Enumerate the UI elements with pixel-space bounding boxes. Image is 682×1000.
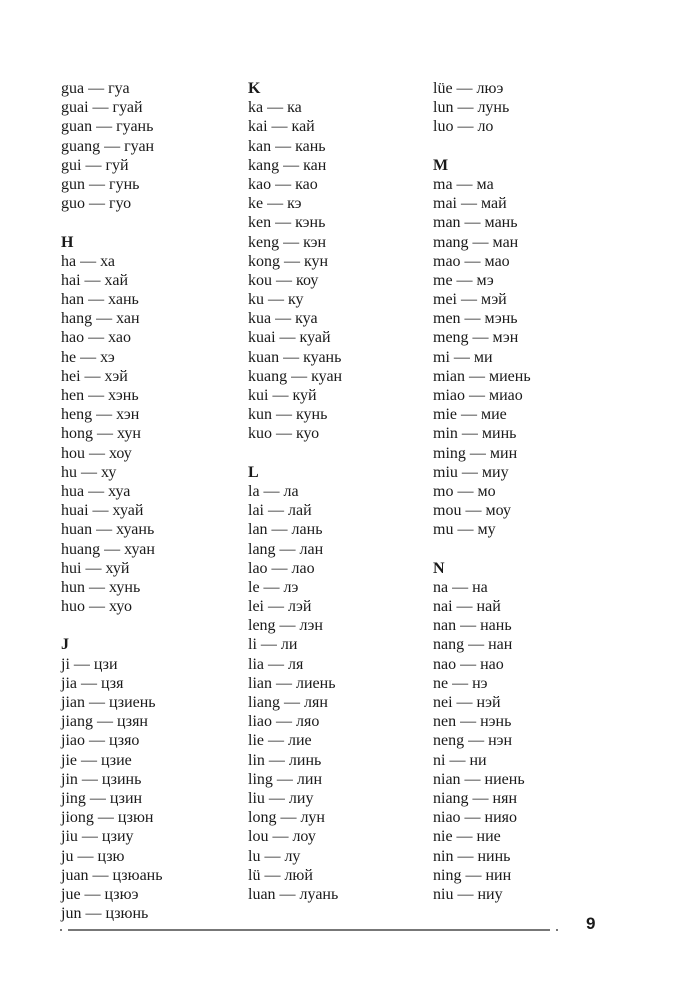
syllable-entry: luan — луань <box>248 885 339 903</box>
syllable-entry: mie — мие <box>433 406 507 424</box>
syllable-entry: jiu — цзиу <box>61 828 134 846</box>
syllable-entry: guan — гуань <box>61 118 154 136</box>
syllable-entry: kong — кун <box>248 252 329 270</box>
syllable-entry: keng — кэн <box>248 233 327 251</box>
syllable-entry: ju — цзю <box>61 847 125 865</box>
syllable-entry: mai — май <box>433 195 507 213</box>
syllable-entry: nang — нан <box>433 636 513 654</box>
syllable-entry: kun — кунь <box>248 406 328 424</box>
syllable-entry: ji — цзи <box>61 655 118 673</box>
column-3 <box>433 79 608 904</box>
section-letter-heading: N <box>433 559 445 577</box>
syllable-entry: hu — ху <box>61 463 117 481</box>
syllable-entry: kui — куй <box>248 387 317 404</box>
rule-dot-left <box>60 929 62 931</box>
syllable-entry: ning — нин <box>433 866 512 884</box>
syllable-entry: nao — нао <box>433 655 504 673</box>
syllable-entry: liao — ляо <box>248 713 320 731</box>
syllable-entry: kang — кан <box>248 156 327 174</box>
syllable-entry: juan — цзюань <box>61 866 163 884</box>
syllable-entry: kuo — куо <box>248 425 320 443</box>
syllable-entry: lu — лу <box>248 847 301 865</box>
syllable-entry: miu — миу <box>433 463 509 481</box>
syllable-entry: ka — ка <box>248 99 302 117</box>
syllable-entry: jiao — цзяо <box>61 732 140 750</box>
syllable-entry: miao — миао <box>433 387 523 404</box>
syllable-entry: niao — нияо <box>433 809 518 827</box>
syllable-entry: ling — лин <box>248 770 322 788</box>
syllable-entry: guo — гуо <box>61 195 132 213</box>
syllable-entry: huo — хуо <box>61 598 132 616</box>
section-spacer <box>61 213 236 232</box>
syllable-entry: lei — лэй <box>248 598 312 616</box>
syllable-entry: han — хань <box>61 291 139 309</box>
syllable-entry: men — мэнь <box>433 310 518 328</box>
syllable-entry: lao — лао <box>248 559 315 577</box>
syllable-entry: mou — моу <box>433 502 511 520</box>
syllable-entry: ma — ма <box>433 175 494 193</box>
syllable-entry: lü — люй <box>248 866 313 884</box>
syllable-entry: lou — лоу <box>248 828 316 846</box>
syllable-entry: leng — лэн <box>248 617 323 635</box>
syllable-entry: nai — най <box>433 598 501 616</box>
syllable-entry: gun — гунь <box>61 175 140 193</box>
syllable-entry: jue — цзюэ <box>61 885 139 903</box>
syllable-entry: kuai — куай <box>248 329 331 347</box>
syllable-entry: hong — хун <box>61 425 141 443</box>
syllable-entry: gui — гуй <box>61 156 129 174</box>
syllable-entry: kan — кань <box>248 137 326 155</box>
syllable-entry: nin — нинь <box>433 847 511 865</box>
syllable-entry: lie — лие <box>248 732 312 750</box>
syllable-entry: lun — лунь <box>433 99 510 117</box>
syllable-entry: mao — мао <box>433 252 510 270</box>
syllable-entry: mei — мэй <box>433 291 507 309</box>
syllable-entry: nie — ние <box>433 828 501 846</box>
footer-rule <box>60 927 558 933</box>
section-spacer <box>433 540 608 559</box>
syllable-entry: ke — кэ <box>248 195 302 213</box>
section-letter-heading: K <box>248 80 261 97</box>
syllable-entry: jin — цзинь <box>61 770 142 788</box>
syllable-entry: gua — гуа <box>61 80 130 97</box>
syllable-entry: hai — хай <box>61 271 128 289</box>
syllable-entry: kua — куа <box>248 310 318 328</box>
syllable-entry: jun — цзюнь <box>61 905 149 923</box>
syllable-entry: niu — ниу <box>433 885 503 903</box>
syllable-entry: mi — ми <box>433 348 493 366</box>
syllable-entry: hang — хан <box>61 310 140 328</box>
syllable-entry: hui — хуй <box>61 559 130 577</box>
syllable-entry: kou — коу <box>248 271 319 289</box>
syllable-entry: lang — лан <box>248 540 324 558</box>
syllable-entry: kai — кай <box>248 118 315 136</box>
rule-dot-right <box>556 929 558 931</box>
syllable-entry: kuang — куан <box>248 367 343 385</box>
syllable-entry: hei — хэй <box>61 367 128 385</box>
rule-bar <box>68 929 550 931</box>
syllable-entry: lan — лань <box>248 521 323 539</box>
syllable-entry: na — на <box>433 578 488 596</box>
syllable-entry: nei — нэй <box>433 694 501 711</box>
syllable-entry: man — мань <box>433 214 518 232</box>
syllable-entry: jiong — цзюн <box>61 809 154 827</box>
syllable-entry: jian — цзиень <box>61 694 156 711</box>
syllable-entry: he — хэ <box>61 348 115 366</box>
syllable-entry: guai — гуай <box>61 99 143 117</box>
syllable-entry: kao — као <box>248 175 318 193</box>
syllable-entry: mian — миень <box>433 367 531 385</box>
syllable-entry: hou — хоу <box>61 444 132 462</box>
syllable-entry: lian — лиень <box>248 674 336 692</box>
syllable-entry: jie — цзие <box>61 751 132 769</box>
syllable-entry: meng — мэн <box>433 329 519 347</box>
syllable-entry: nan — нань <box>433 617 512 635</box>
syllable-entry: hua — хуа <box>61 482 131 500</box>
syllable-entry: huai — хуай <box>61 502 144 520</box>
syllable-entry: ken — кэнь <box>248 214 326 232</box>
syllable-entry: hao — хао <box>61 329 131 347</box>
syllable-entry: hen — хэнь <box>61 387 139 404</box>
section-spacer <box>61 616 236 635</box>
syllable-entry: huan — хуань <box>61 521 155 539</box>
syllable-entry: lai — лай <box>248 502 312 520</box>
syllable-entry: ming — мин <box>433 444 518 462</box>
syllable-entry: huang — хуан <box>61 540 155 558</box>
syllable-entry: li — ли <box>248 636 298 654</box>
syllable-entry: long — лун <box>248 809 325 827</box>
syllable-entry: le — лэ <box>248 578 299 596</box>
syllable-entry: kuan — куань <box>248 348 342 366</box>
page-number: 9 <box>586 914 596 933</box>
syllable-entry: ne — нэ <box>433 674 488 692</box>
syllable-entry: me — мэ <box>433 271 494 289</box>
column-2 <box>248 79 423 904</box>
syllable-entry: la — ла <box>248 482 299 500</box>
syllable-entry: luo — ло <box>433 118 494 136</box>
syllable-entry: mang — ман <box>433 233 519 251</box>
syllable-entry: guang — гуан <box>61 137 155 155</box>
syllable-entry: lia — ля <box>248 655 304 673</box>
section-spacer <box>248 444 423 463</box>
syllable-entry: nian — ниень <box>433 770 525 788</box>
syllable-entry: niang — нян <box>433 789 518 807</box>
section-letter-heading: H <box>61 233 74 251</box>
section-letter-heading: J <box>61 636 69 654</box>
syllable-entry: mo — мо <box>433 482 496 500</box>
syllable-entry: ku — ку <box>248 291 304 309</box>
column-1 <box>61 79 236 923</box>
syllable-entry: mu — му <box>433 521 496 539</box>
syllable-entry: heng — хэн <box>61 406 140 424</box>
section-letter-heading: M <box>433 156 449 174</box>
syllable-entry: lin — линь <box>248 751 322 769</box>
syllable-entry: nen — нэнь <box>433 713 512 731</box>
section-letter-heading: L <box>248 463 259 481</box>
syllable-entry: min — минь <box>433 425 517 443</box>
syllable-entry: ha — ха <box>61 252 115 270</box>
syllable-entry: hun — хунь <box>61 578 141 596</box>
syllable-entry: lüe — люэ <box>433 80 504 97</box>
section-spacer <box>433 137 608 156</box>
syllable-entry: liang — лян <box>248 694 328 711</box>
syllable-entry: jing — цзин <box>61 789 143 807</box>
syllable-entry: jiang — цзян <box>61 713 148 731</box>
syllable-entry: liu — лиу <box>248 789 314 807</box>
syllable-entry: jia — цзя <box>61 674 124 692</box>
syllable-entry: neng — нэн <box>433 732 513 750</box>
syllable-entry: ni — ни <box>433 751 487 769</box>
